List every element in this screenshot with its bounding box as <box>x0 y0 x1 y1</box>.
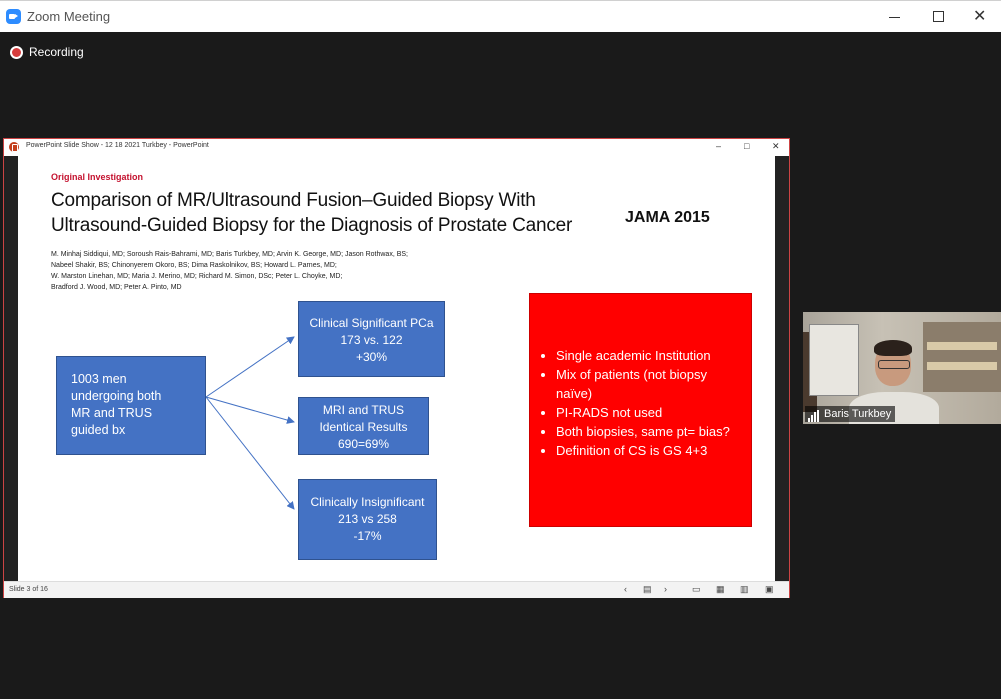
cohort-line: undergoing both <box>71 389 162 403</box>
journal-label: JAMA 2015 <box>625 209 710 226</box>
insignificant-result-box <box>298 479 437 560</box>
article-category: Original Investigation <box>51 172 144 182</box>
arrow-to-insignificant <box>206 397 294 509</box>
zoom-logo-icon <box>6 9 21 24</box>
limitation-item: • Single academic Institution <box>556 346 745 365</box>
video-whiteboard <box>809 324 859 396</box>
limitation-item: • Definition of CS is GS 4+3 <box>556 441 745 460</box>
paper-title-line: Comparison of MR/Ultrasound Fusion–Guided Biopsy With <box>51 190 536 211</box>
result-line: 173 vs. 122 <box>340 333 403 347</box>
arrow-to-identical <box>206 397 294 422</box>
result-line: MRI and TRUS <box>322 403 405 417</box>
paper-title <box>51 188 611 238</box>
video-shelf-row <box>927 362 997 370</box>
result-line: 213 vs 258 <box>338 512 397 526</box>
limitation-item: • Mix of patients (not biopsy naïve) <box>556 365 745 403</box>
maximize-icon <box>933 11 944 22</box>
minimize-icon <box>889 17 900 18</box>
cohort-line: MR and TRUS <box>71 406 153 420</box>
slide-counter: Slide 3 of 16 <box>9 586 48 593</box>
author-line: Nabeel Shakir, BS; Chinonyerem Okoro, BS; Dima Raskolnikov, BS; Howard L. Parnes, MD; <box>51 262 337 269</box>
reading-view-icon[interactable]: ▥ <box>740 584 749 594</box>
paper-title-line: Ultrasound-Guided Biopsy for the Diagnosis of Prostate Cancer <box>51 215 573 236</box>
ppt-titlebar <box>4 139 789 157</box>
result-line: -17% <box>353 529 382 543</box>
limitations-box <box>529 293 752 527</box>
author-list <box>51 249 511 293</box>
signal-strength-icon <box>808 406 820 422</box>
normal-view-icon[interactable]: ▭ <box>692 584 701 594</box>
maximize-button[interactable] <box>918 5 958 29</box>
ppt-window-title: PowerPoint Slide Show - 12 18 2021 Turkbey - PowerPoint <box>26 142 209 149</box>
significant-result-box <box>298 301 445 377</box>
video-person-hair <box>874 340 912 356</box>
close-icon: ✕ <box>973 8 987 25</box>
participant-name: Baris Turkbey <box>824 408 892 420</box>
slideshow-view-icon[interactable]: ▣ <box>765 584 774 594</box>
grid-view-icon[interactable]: ▦ <box>716 584 725 594</box>
window-title: Zoom Meeting <box>27 9 111 24</box>
recording-icon <box>10 46 23 59</box>
previous-slide-icon[interactable]: ‹ <box>624 584 627 594</box>
participant-video-tile[interactable] <box>803 312 1001 424</box>
cohort-box <box>56 356 206 455</box>
slide-area <box>4 156 789 581</box>
result-line: Clinical Significant PCa <box>309 316 434 330</box>
zoom-titlebar <box>0 0 1001 32</box>
author-line: M. Minhaj Siddiqui, MD; Soroush Rais-Bahrami, MD; Baris Turkbey, MD; Arvin K. George, MD; Jason Rothwax, BS; <box>51 251 408 258</box>
powerpoint-icon <box>9 142 19 152</box>
next-slide-icon[interactable]: › <box>664 584 667 594</box>
result-line: 690=69% <box>337 437 390 451</box>
shared-screen-powerpoint[interactable] <box>3 138 790 598</box>
minimize-button[interactable] <box>875 5 915 29</box>
ppt-close-button[interactable]: ✕ <box>772 141 780 151</box>
video-shelf <box>923 322 1001 392</box>
limitations-list <box>536 346 745 460</box>
arrow-to-significant <box>206 337 294 397</box>
ppt-maximize-button[interactable]: □ <box>744 141 750 151</box>
slide <box>18 156 775 581</box>
recording-label: Recording <box>29 45 84 59</box>
author-line: Bradford J. Wood, MD; Peter A. Pinto, MD <box>51 284 182 291</box>
limitation-item: • Both biopsies, same pt= bias? <box>556 422 745 441</box>
video-person-glasses <box>878 360 910 369</box>
result-line: +30% <box>355 350 388 364</box>
slideshow-statusbar <box>4 581 789 598</box>
video-shelf-row <box>927 342 997 350</box>
identical-result-box <box>298 397 429 455</box>
participant-name-label <box>805 406 895 422</box>
cohort-line: 1003 men <box>71 372 127 386</box>
author-line: W. Marston Linehan, MD; Maria J. Merino, MD; Richard M. Simon, DSc; Peter L. Choyke, MD; <box>51 273 343 280</box>
slide-sorter-icon[interactable]: ▤ <box>643 584 652 594</box>
limitation-item: • PI-RADS not used <box>556 403 745 422</box>
result-line: Clinically Insignificant <box>310 495 425 509</box>
ppt-minimize-button[interactable]: – <box>716 141 722 151</box>
result-line: Identical Results <box>319 420 408 434</box>
cohort-line: guided bx <box>71 423 126 437</box>
close-button[interactable] <box>961 5 1001 29</box>
